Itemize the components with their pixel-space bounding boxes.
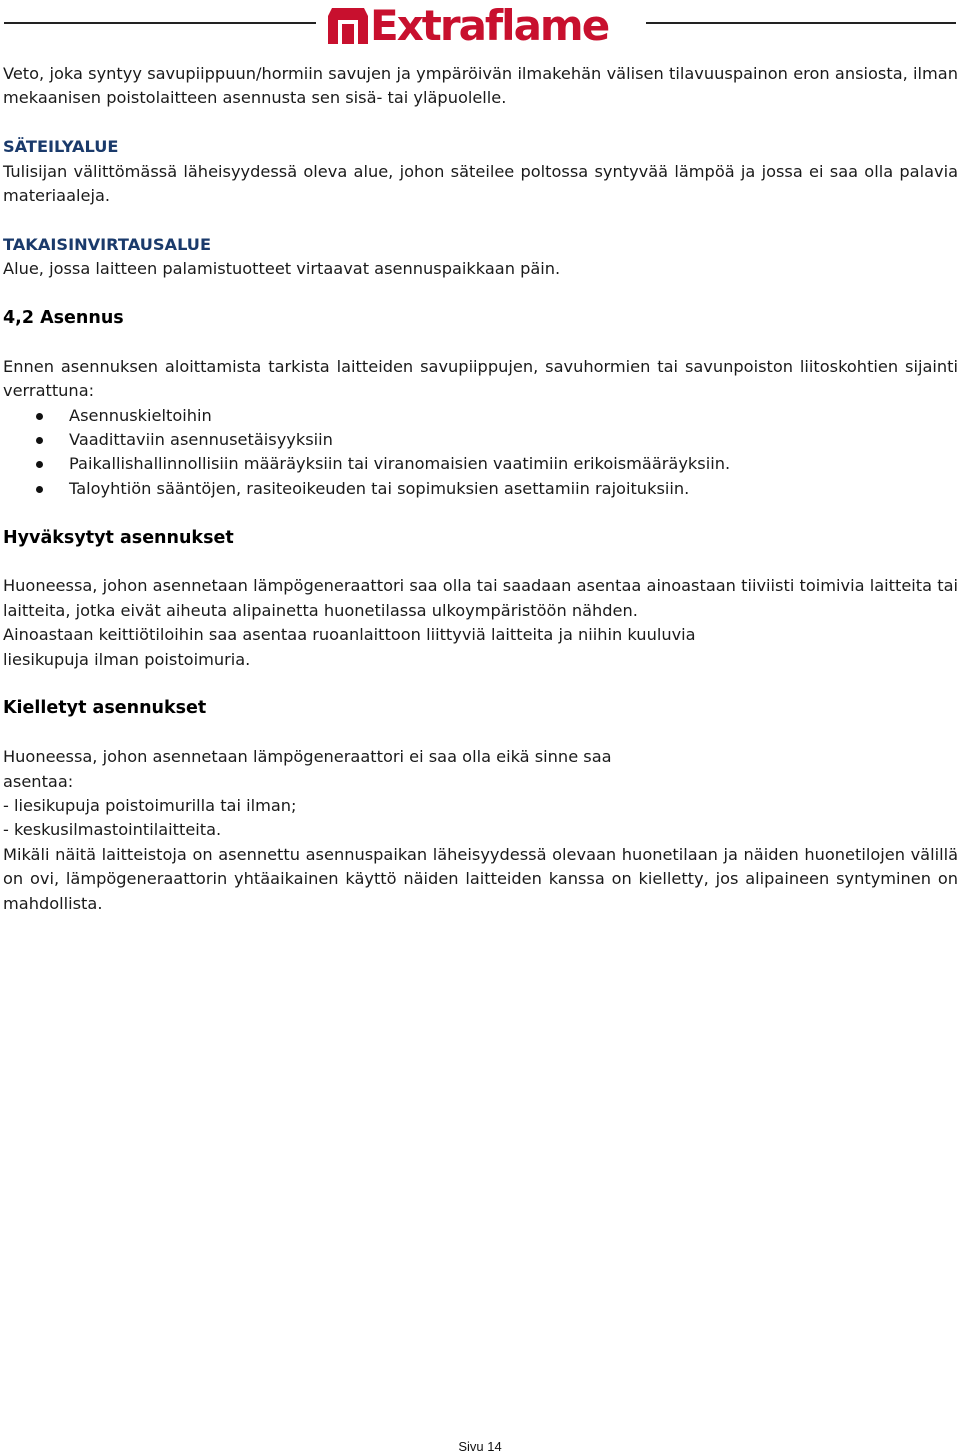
list-item: Vaadittaviin asennusetäisyyksiin	[3, 428, 958, 452]
approved-line-3: liesikupuja ilman poistoimuria.	[3, 649, 251, 669]
approved-heading: Hyväksytyt asennukset	[3, 527, 234, 548]
backflow-area-heading: TAKAISINVIRTAUSALUE	[3, 234, 212, 254]
prohibited-heading: Kielletyt asennukset	[3, 698, 207, 719]
intro-paragraph: Veto, joka syntyy savupiippuun/hormiin savujen ja ympäröivän ilmakehän välisen tilavuuspainon eron ansiosta, ilman mekaanisen poistolaitteen asennusta sen sisä- tai yläpuolelle.	[3, 64, 958, 108]
prohibited-line-4: - keskusilmastointilaitteita.	[3, 820, 222, 840]
installation-heading: 4,2 Asennus	[3, 308, 124, 329]
extraflame-logo	[328, 1, 609, 50]
list-item: Taloyhtiön sääntöjen, rasiteoikeuden tai sopimuksien asettamiin rajoituksiin.	[3, 477, 958, 501]
list-item: Asennuskieltoihin	[3, 404, 958, 428]
radiation-area-text: Tulisijan välittömässä läheisyydessä oleva alue, johon säteilee poltossa syntyvää lämpöä ja jossa ei saa olla palavia materiaaleja.	[3, 161, 958, 206]
radiation-area-heading: SÄTEILYALUE	[3, 137, 119, 157]
logo-wordmark: Extraflame	[370, 1, 609, 50]
list-item: Paikallishallinnollisiin määräyksiin tai viranomaisien vaatimiin erikoismääräyksiin.	[3, 452, 958, 476]
prohibited-line-2: asentaa:	[3, 771, 74, 791]
header-rule-left	[4, 22, 316, 24]
page-header	[0, 0, 960, 52]
header-rule-right	[646, 22, 956, 24]
flame-logo-icon	[328, 6, 368, 46]
installation-bullet-list	[3, 404, 958, 502]
approved-text: Huoneessa, johon asennetaan lämpögeneraattori saa olla tai saadaan asentaa ainoastaan tiiviisti toimivia laitteita tai laitteita, jotka eivät aiheuta alipainetta huonetilassa ulkoympäristöön nähden.	[3, 576, 958, 620]
prohibited-line-1: Huoneessa, johon asennetaan lämpögeneraattori ei saa olla eikä sinne saa	[3, 747, 612, 767]
page-number: Sivu 14	[458, 1439, 502, 1454]
approved-line-2: Ainoastaan keittiötiloihin saa asentaa ruoanlaittoon liittyviä laitteita ja niihin kuuluvia	[3, 625, 696, 645]
installation-text: Ennen asennuksen aloittamista tarkista laitteiden savupiippujen, savuhormien tai savunpoiston liitoskohtien sijainti verrattuna:	[3, 356, 958, 401]
document-body	[3, 62, 958, 916]
prohibited-line-3: - liesikupuja poistoimurilla tai ilman;	[3, 796, 297, 816]
backflow-area-text: Alue, jossa laitteen palamistuotteet virtaavat asennuspaikkaan päin.	[3, 259, 561, 279]
prohibited-text: Mikäli näitä laitteistoja on asennettu asennuspaikan läheisyydessä olevaan huonetilaan ja näiden huonetilojen välillä on ovi, lämpögeneraattorin yhtäaikainen käyttö näiden laitteiden kanssa on kielletty, jos alipaineen syntyminen on mahdollista.	[3, 844, 958, 913]
